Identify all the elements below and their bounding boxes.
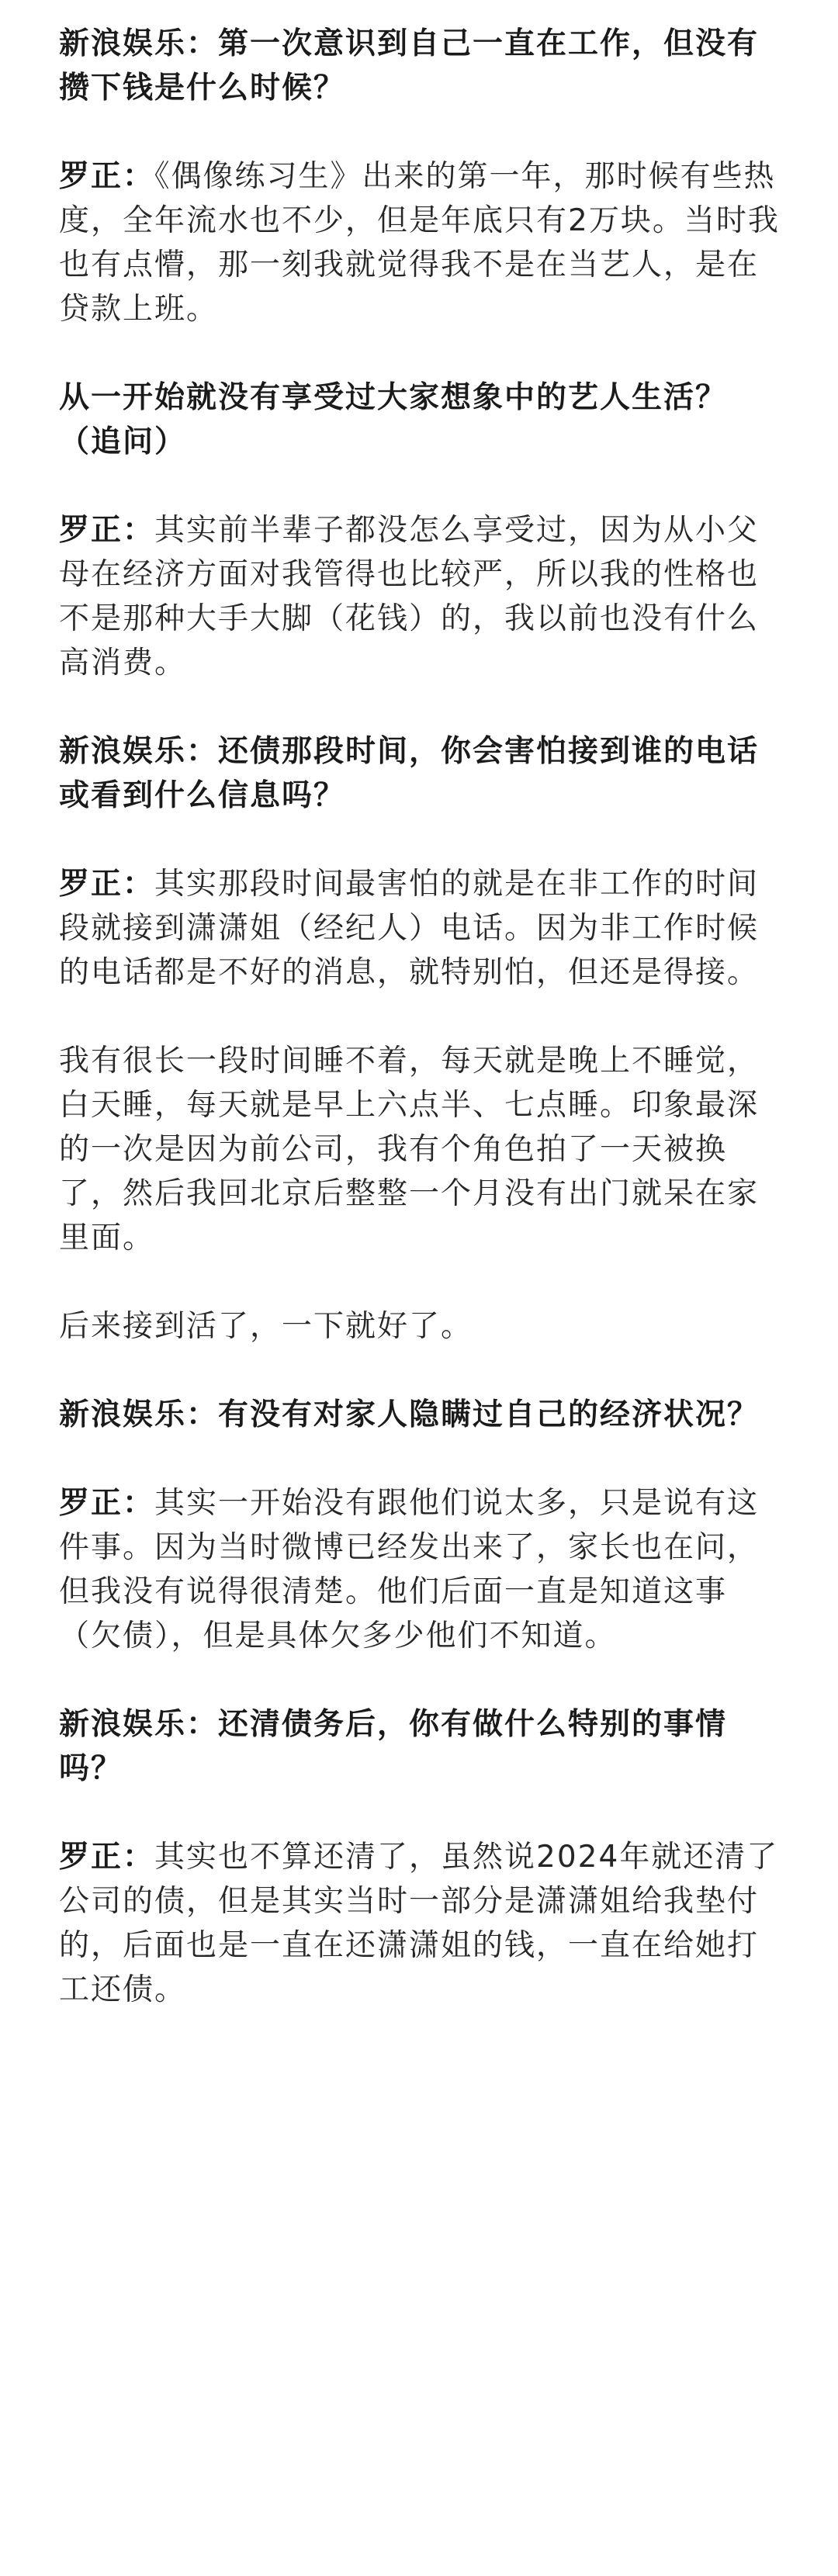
question-2 [59,376,785,464]
speaker-label: 罗正： [59,1486,155,1521]
question-text: 新浪娱乐：有没有对家人隐瞒过自己的经济状况？ [59,1397,760,1432]
paragraph-text: 我有很长一段时间睡不着，每天就是晚上不睡觉，白天睡，每天就是早上六点半、七点睡。印象最深的一次是因为前公司，我有个角色拍了一天被换了，然后我回北京后整整一个月没有出门就呆在家里面。 [59,1044,760,1255]
question-text: 新浪娱乐：还债那段时间，你会害怕接到谁的电话或看到什么信息吗？ [59,734,760,813]
question-5 [59,1702,785,1791]
answer-text: 其实一开始没有跟他们说太多，只是说有这件事。因为当时微博已经发出来了，家长也在问，但我没有说得很清楚。他们后面一直是知道这事（欠债），但是具体欠多少他们不知道。 [59,1486,760,1653]
answer-3 [59,862,785,995]
question-text: 新浪娱乐：第一次意识到自己一直在工作，但没有攒下钱是什么时候？ [59,26,760,106]
answer-5 [59,1835,785,2012]
answer-2 [59,508,785,685]
answer-text: 其实也不算还清了，虽然说2024年就还清了公司的债，但是其实当时一部分是潇潇姐给我垫付的，后面也是一直在还潇潇姐的钱，一直在给她打工还债。 [59,1840,779,2007]
paragraph-2 [59,1304,785,1349]
speaker-label: 罗正： [59,867,155,902]
paragraph-text: 后来接到活了，一下就好了。 [59,1309,473,1344]
question-4 [59,1393,785,1437]
answer-4 [59,1481,785,1658]
paragraph-1 [59,1039,785,1260]
speaker-label: 罗正： [59,1840,155,1875]
answer-text: 其实那段时间最害怕的就是在非工作的时间段就接到潇潇姐（经纪人）电话。因为非工作时候的电话都是不好的消息，就特别怕，但还是得接。 [59,867,760,990]
answer-1 [59,154,785,331]
speaker-label: 罗正： [59,159,155,194]
answer-text: 其实前半辈子都没怎么享受过，因为从小父母在经济方面对我管得也比较严，所以我的性格也不是那种大手大脚（花钱）的，我以前也没有什么高消费。 [59,513,760,680]
question-text: 新浪娱乐：还清债务后，你有做什么特别的事情吗？ [59,1707,728,1786]
question-text: 从一开始就没有享受过大家想象中的艺人生活？（追问） [59,380,728,459]
answer-text: 《偶像练习生》出来的第一年，那时候有些热度，全年流水也不少，但是年底只有2万块。当时我也有点懵，那一刻我就觉得我不是在当艺人，是在贷款上班。 [59,159,780,327]
speaker-label: 罗正： [59,513,155,548]
question-3 [59,729,785,818]
question-1 [59,22,785,110]
